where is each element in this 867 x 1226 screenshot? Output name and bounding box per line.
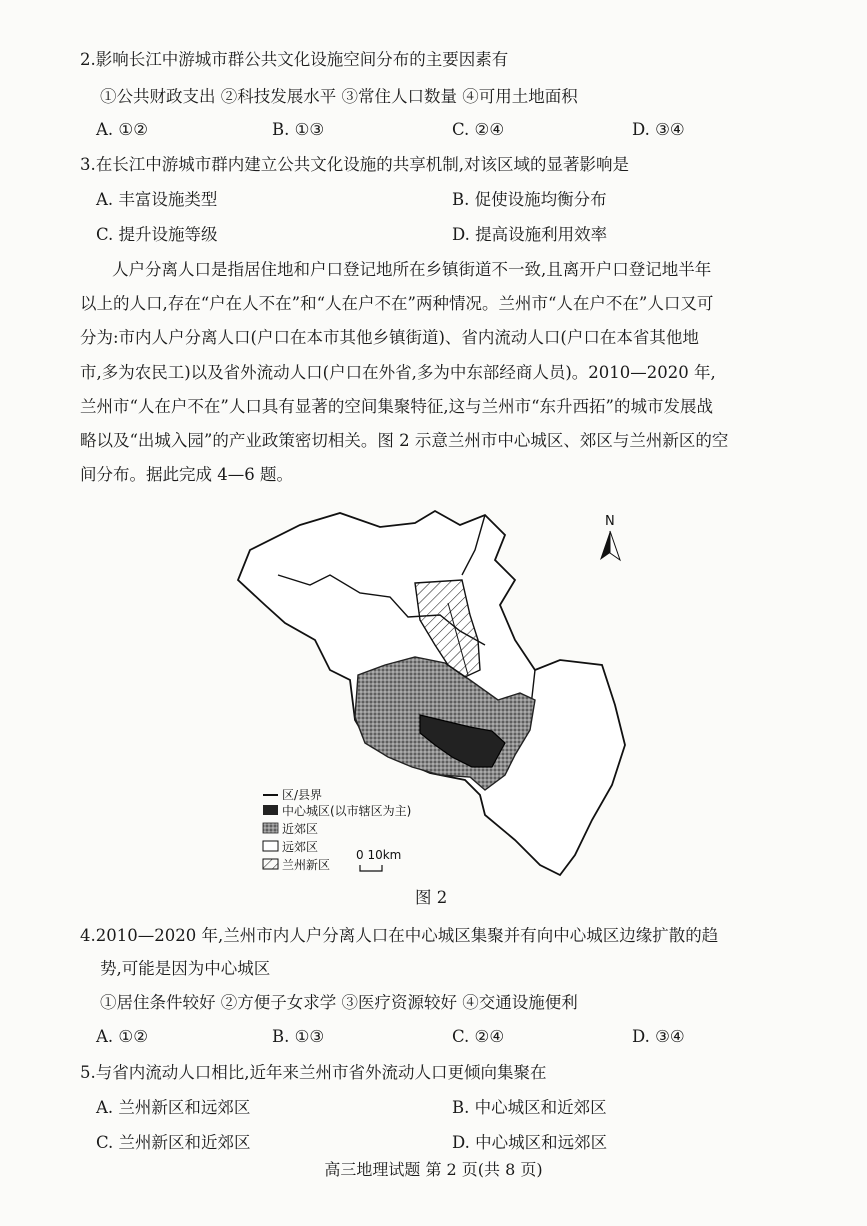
scale-bar — [360, 865, 382, 871]
q4-option-b[interactable]: B. ①③ — [272, 1027, 325, 1046]
q3-option-c[interactable]: C. 提升设施等级 — [96, 225, 218, 244]
page-footer: 高三地理试题 第 2 页(共 8 页) — [324, 1160, 543, 1179]
q2-items: ①公共财政支出 ②科技发展水平 ③常住人口数量 ④可用土地面积 — [100, 87, 578, 106]
q4-option-c[interactable]: C. ②④ — [452, 1027, 505, 1046]
legend-new-area-label: 兰州新区 — [282, 858, 331, 872]
map-legend — [263, 788, 411, 872]
legend-central-symbol — [263, 805, 278, 815]
legend-far-label: 远郊区 — [282, 840, 319, 854]
passage-line: 分为:市内人户分离人口(户口在本市其他乡镇街道)、省内流动人口(户口在本省其他地 — [80, 328, 699, 348]
q3-stem: 3.在长江中游城市群内建立公共文化设施的共享机制,对该区域的显著影响是 — [80, 155, 629, 174]
q3-option-a[interactable]: A. 丰富设施类型 — [96, 190, 218, 209]
q3-option-b[interactable]: B. 促使设施均衡分布 — [452, 190, 607, 209]
q2-option-a[interactable]: A. ①② — [96, 120, 148, 139]
q4-stem-line1: 4.2010—2020 年,兰州市内人户分离人口在中心城区集聚并有向中心城区边缘扩散的趋 — [80, 926, 719, 945]
q5-option-d[interactable]: D. 中心城区和远郊区 — [452, 1133, 608, 1152]
q5-option-c[interactable]: C. 兰州新区和近郊区 — [96, 1133, 251, 1152]
q5-option-a[interactable]: A. 兰州新区和远郊区 — [96, 1098, 251, 1117]
q5-option-b[interactable]: B. 中心城区和近郊区 — [452, 1098, 607, 1117]
legend-new-area-symbol — [263, 859, 278, 869]
passage-line: 以上的人口,存在“户在人不在”和“人在户不在”两种情况。兰州市“人在户不在”人口又可 — [80, 294, 714, 314]
passage-line: 人户分离人口是指居住地和户口登记地所在乡镇街道不一致,且离开户口登记地半年 — [112, 260, 712, 279]
passage-line: 市,多为农民工)以及省外流动人口(户口在外省,多为中东部经商人员)。2010—2020 年, — [80, 362, 716, 382]
q5-options-row1 — [0, 1096, 867, 1120]
q4-option-a[interactable]: A. ①② — [96, 1027, 148, 1046]
scale-bar-label: 0 10km — [356, 848, 402, 862]
north-arrow-icon — [600, 531, 620, 560]
q2-option-c[interactable]: C. ②④ — [452, 120, 505, 139]
q4-stem-line2: 势,可能是因为中心城区 — [100, 959, 271, 978]
legend-boundary-label: 区/县界 — [282, 788, 323, 802]
q5-stem: 5.与省内流动人口相比,近年来兰州市省外流动人口更倾向集聚在 — [80, 1063, 547, 1082]
legend-far-symbol — [263, 841, 278, 851]
passage-line: 略以及“出城入园”的产业政策密切相关。图 2 示意兰州市中心城区、郊区与兰州新区的空 — [80, 430, 729, 450]
lanzhou-district-map — [230, 505, 650, 885]
north-label: N — [605, 514, 615, 529]
passage-line: 兰州市“人在户不在”人口具有显著的空间集聚特征,这与兰州市“东升西拓”的城市发展战 — [80, 396, 713, 416]
q2-option-d[interactable]: D. ③④ — [632, 120, 685, 139]
legend-near-label: 近郊区 — [282, 822, 319, 836]
legend-central-label: 中心城区(以市辖区为主) — [282, 804, 412, 818]
legend-near-symbol — [263, 823, 278, 833]
q5-options-row2 — [0, 1131, 867, 1155]
q2-option-b[interactable]: B. ①③ — [272, 120, 325, 139]
q2-stem: 2.影响长江中游城市群公共文化设施空间分布的主要因素有 — [80, 50, 509, 69]
q4-option-d[interactable]: D. ③④ — [632, 1027, 685, 1046]
q2-options — [0, 118, 867, 142]
q4-options — [0, 1025, 867, 1049]
passage-line: 间分布。据此完成 4—6 题。 — [80, 465, 293, 485]
q4-items: ①居住条件较好 ②方便子女求学 ③医疗资源较好 ④交通设施便利 — [100, 993, 578, 1012]
q3-option-d[interactable]: D. 提高设施利用效率 — [452, 225, 608, 244]
figure-caption: 图 2 — [415, 888, 448, 907]
q3-options-row2 — [0, 223, 867, 247]
passage — [80, 258, 786, 497]
q3-options-row1 — [0, 188, 867, 212]
